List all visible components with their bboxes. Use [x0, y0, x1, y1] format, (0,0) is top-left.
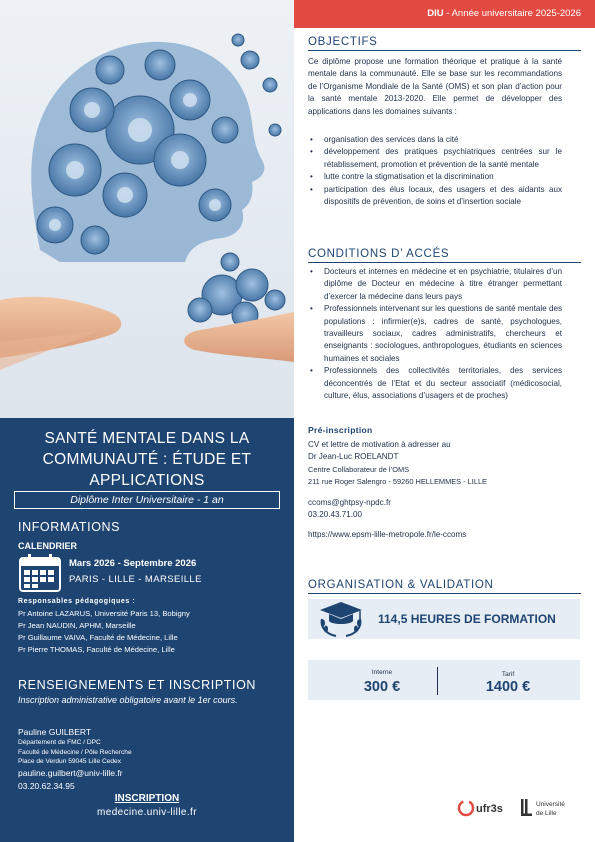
objectif-item: • organisation des services dans la cité — [308, 134, 562, 146]
graduation-cap-icon — [314, 599, 368, 639]
condition-item: • Docteurs et internes en médecine et en psychiatrie, titulaires d’un diplôme de Docteur en médecine à titre étranger permettant d’exercer la médecine dans leurs pays — [308, 266, 562, 303]
responsable-item: Pr Antoine LAZARUS, Université Paris 13, Bobigny — [18, 609, 190, 618]
inscription-heading: INSCRIPTION — [114, 793, 180, 804]
preinscription-heading: Pré-inscription — [308, 425, 373, 435]
price-tarif-value: 1400 € — [485, 679, 531, 695]
year-banner — [294, 0, 595, 28]
responsable-item: Pr Guillaume VAIVA, Faculté de Médecine, Lille — [18, 633, 178, 642]
price-box — [308, 660, 580, 700]
preinscription-block — [308, 439, 578, 542]
universite-lille-logo — [519, 796, 579, 820]
academic-year: Année universitaire 2025-2026 — [451, 8, 581, 19]
ufr3s-logo — [457, 797, 517, 819]
price-interne-label: Interne — [371, 669, 393, 676]
calendar-dates: Mars 2026 - Septembre 2026 — [69, 558, 197, 569]
title-line: SANTÉ MENTALE DANS LA — [44, 430, 250, 447]
contact-line: Faculté de Médecine / Pôle Recherche — [18, 748, 132, 756]
spacer — [308, 521, 578, 529]
contact-block — [18, 727, 132, 793]
hours-value: 114,5 HEURES DE FORMATION — [378, 612, 556, 626]
title-line: COMMUNAUTÉ : ÉTUDE ET — [42, 451, 252, 468]
preinscription-phone: 03.20.43.71.00 — [308, 510, 363, 520]
preinscription-email[interactable]: ccoms@ghtpsy-npdc.fr — [308, 497, 391, 507]
preinscription-line: CV et lettre de motivation à adresser au — [308, 440, 451, 449]
svg-text:Université: Université — [536, 801, 565, 808]
inscription-link[interactable]: medecine.univ-lille.fr — [97, 807, 197, 818]
ufr3s-logo-text: ufr3s — [476, 803, 503, 815]
objectifs-text: Ce diplôme propose une formation théorique et pratique à la santé mentale dans la communauté. Elle se base sur les recommandations de l’Organisme Mondiale de la Santé (OMS) et son plan d’action pour la santé mentale 2013-2020. Elle permet de développer des applications dans les domaines suivants : — [308, 57, 562, 116]
title-line: APPLICATIONS — [89, 472, 205, 489]
responsables-list — [18, 608, 190, 656]
left-info-panel — [0, 418, 294, 842]
calendar-places: PARIS - LILLE - MARSEILLE — [69, 574, 202, 585]
price-interne-value: 300 € — [363, 679, 401, 695]
renseignements-note: Inscription administrative obligatoire avant le 1er cours. — [18, 695, 238, 705]
contact-email[interactable]: pauline.guilbert@univ-lille.fr — [18, 767, 123, 778]
svg-text:de Lille: de Lille — [536, 810, 557, 817]
program-type: DIU — [427, 8, 444, 19]
left-column — [0, 0, 294, 842]
conditions-list — [308, 266, 562, 402]
program-title — [14, 428, 280, 491]
calendar-heading: CALENDRIER — [18, 541, 78, 551]
objectifs-heading: OBJECTIFS — [308, 36, 581, 51]
contact-line: Place de Verdun 59045 Lille Cedex — [18, 758, 122, 765]
conditions-heading: CONDITIONS D’ ACCÉS — [308, 248, 581, 263]
contact-line: Département de FMC / DPC — [18, 739, 101, 746]
spacer — [308, 489, 578, 497]
hero-image — [0, 0, 294, 418]
right-column — [294, 0, 595, 842]
condition-item: • Professionnels des collectivités territoriales, des services déconcentrés de l’Etat et du secteur associatif (médicosocial, culture, élus, associations d’usagers et de proches) — [308, 365, 562, 402]
objectif-item: • participation des élus locaux, des usagers et des aidants aux dispositifs de prévention, de soins et d’insertion sociale — [308, 184, 562, 209]
contact-name: Pauline GUILBERT — [18, 727, 92, 737]
preinscription-name: Dr Jean-Luc ROELANDT — [308, 452, 399, 462]
program-subtitle: Diplôme Inter Universitaire - 1 an — [14, 491, 280, 509]
preinscription-address: 211 rue Roger Salengro - 59260 HELLEMMES - LILLE — [308, 477, 487, 487]
calendar-icon — [18, 553, 62, 593]
price-divider — [437, 667, 438, 695]
responsable-item: Pr Jean NAUDIN, APHM, Marseille — [18, 621, 136, 630]
hours-box — [308, 599, 580, 639]
condition-item: • Professionnels intervenant sur les questions de santé mentale des populations : infirmier(e)s, cadres de santé, psychologues, travailleurs sociaux, cadres administratifs, chercheurs et enseignants : sociologues, anthropologues, étudiants en sciences humaines et sociales — [308, 303, 562, 365]
renseignements-heading: RENSEIGNEMENTS ET INSCRIPTION — [18, 678, 257, 692]
objectifs-list — [308, 134, 562, 208]
head-gears-illustration — [0, 0, 294, 418]
informations-heading: INFORMATIONS — [18, 520, 121, 534]
banner-separator: - — [443, 8, 452, 19]
organisation-heading: ORGANISATION & VALIDATION — [308, 579, 581, 594]
preinscription-org: Centre Collaborateur de l’OMS — [308, 464, 410, 474]
objectif-item: • développement des pratiques psychiatriques centrées sur le rétablissement, promotion et prévention de la santé mentale — [308, 146, 562, 171]
price-tarif-label: Tarif — [501, 671, 515, 678]
responsable-item: Pr Pierre THOMAS, Faculté de Médecine, Lille — [18, 645, 175, 654]
contact-phone: 03.20.62.34.95 — [18, 780, 75, 791]
preinscription-url[interactable]: https://www.epsm-lille-metropole.fr/le-ccoms — [308, 530, 467, 540]
responsables-heading: Responsables pédagogiques : — [18, 598, 136, 605]
objectif-item: • lutte contre la stigmatisation et la discrimination — [308, 171, 562, 183]
